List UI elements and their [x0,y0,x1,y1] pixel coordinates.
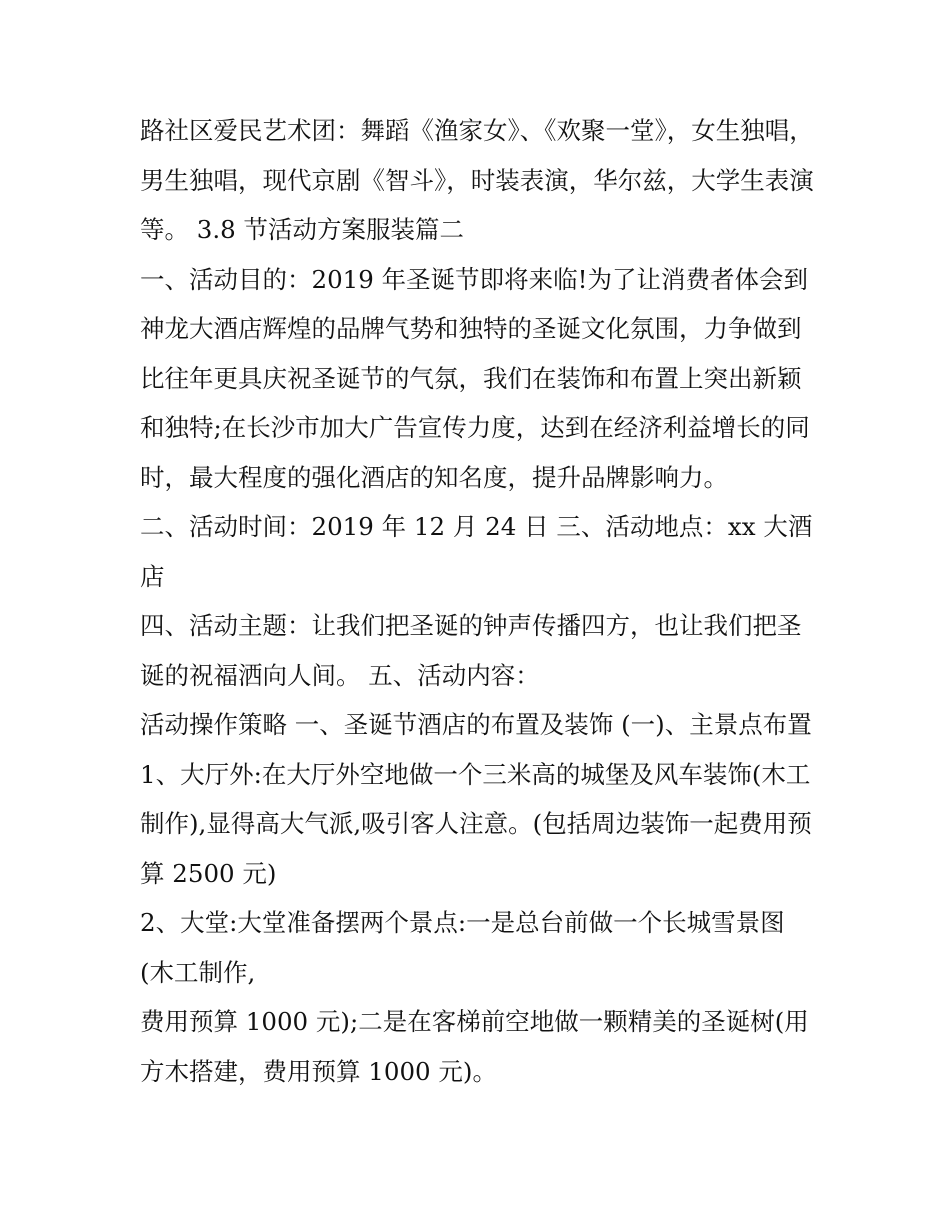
paragraph-lobby: 2、大堂:大堂准备摆两个景点:一是总台前做一个长城雪景图 [140,908,785,937]
paragraph-art-troupe: 路社区爱民艺术团：舞蹈《渔家女》、《欢聚一堂》，女生独唱，男生独唱，现代京剧《智斗》，时装表演，华尔兹，大学生表演等。 3.8 节活动方案服装篇二 [140,116,814,244]
paragraph-activity-purpose: 一、活动目的：2019 年圣诞节即将来临!为了让消费者体会到神龙大酒店辉煌的品牌气势和独特的圣诞文化氛围，力争做到比往年更具庆祝圣诞节的气氛，我们在装饰和布置上突出新颖和独特;在长沙市加大广告宣传力度，达到在经济利益增长的同时，最大程度的强化酒店的知名度，提升品牌影响力。 [140,264,810,492]
paragraph-lobby-budget: 费用预算 1000 元);二是在客梯前空地做一颗精美的圣诞树(用方木搭建，费用预算 1000 元)。 [140,1007,809,1086]
paragraph-strategy: 活动操作策略 一、圣诞节酒店的布置及装饰 (一)、主景点布置 [140,710,812,739]
document-body [140,106,820,1096]
paragraph-hall-exterior: 1、大厅外:在大厅外空地做一个三米高的城堡及风车装饰(木工制作),显得高大气派,吸引客人注意。(包括周边装饰一起费用预算 2500 元) [140,759,812,888]
paragraph-theme-content: 四、活动主题：让我们把圣诞的钟声传播四方，也让我们把圣诞的祝福洒向人间。 五、活动内容： [140,611,802,690]
paragraph-lobby-woodwork: (木工制作, [140,957,256,987]
paragraph-time-location: 二、活动时间：2019 年 12 月 24 日 三、活动地点：xx 大酒店 [140,512,813,591]
